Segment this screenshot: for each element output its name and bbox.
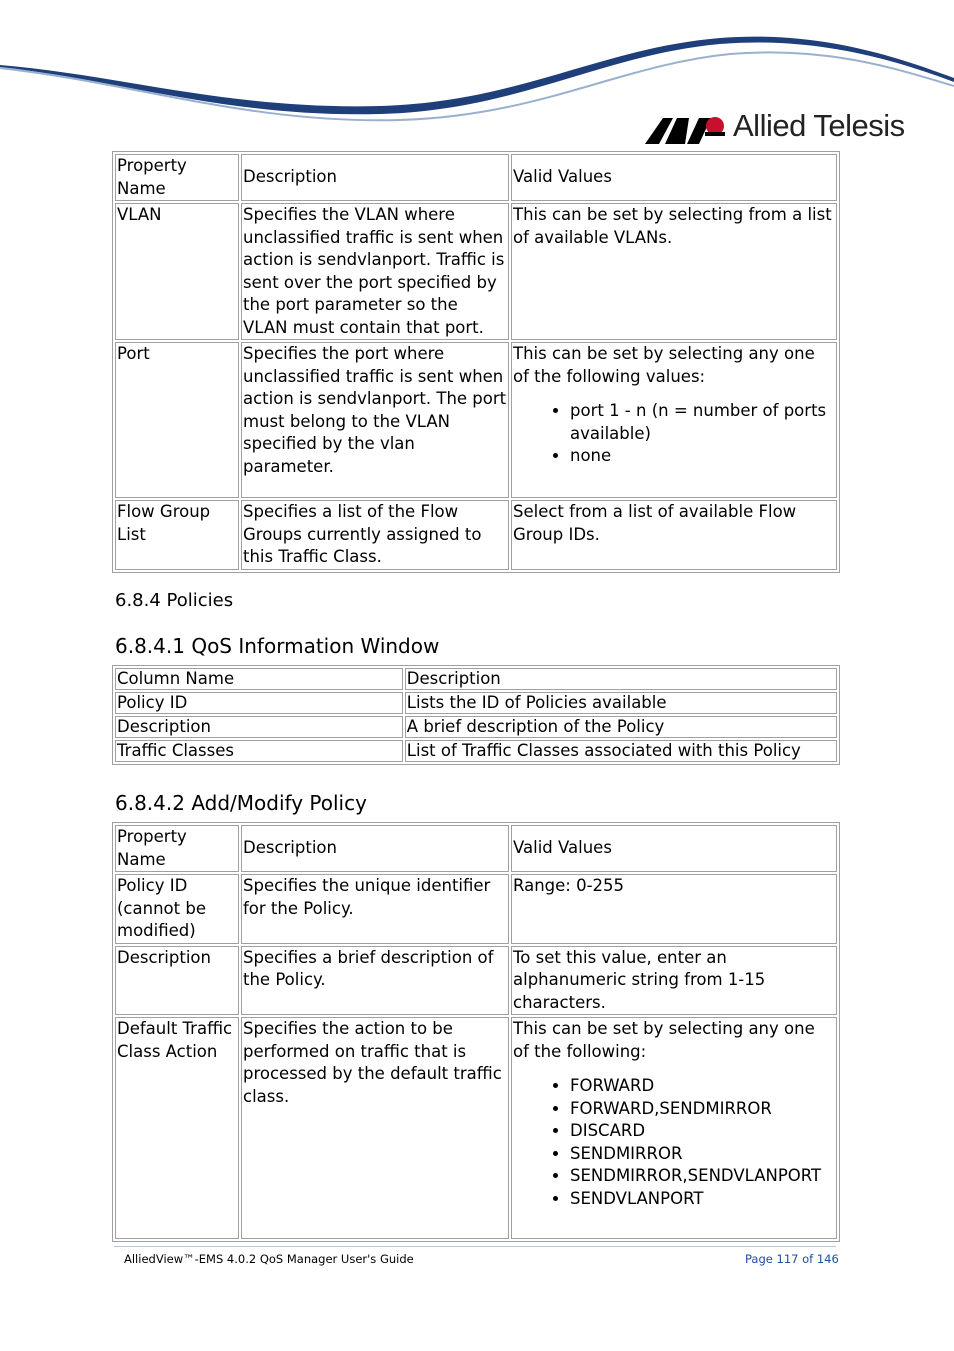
add-modify-policy-table bbox=[112, 822, 840, 1242]
header-description: Description bbox=[241, 825, 509, 872]
table-row bbox=[115, 946, 837, 1016]
description-cell: Specifies a list of the Flow Groups currently assigned to this Traffic Class. bbox=[241, 500, 509, 570]
property-name-cell: Default Traffic Class Action bbox=[115, 1017, 239, 1239]
logo-mark-icon bbox=[645, 114, 729, 146]
list-item: • FORWARD,SENDMIRROR bbox=[570, 1098, 835, 1121]
valid-values-list bbox=[513, 400, 835, 468]
section-heading-qos-window: 6.8.4.1 QoS Information Window bbox=[115, 634, 440, 658]
valid-values-text: This can be set by selecting any one of the following values: bbox=[513, 344, 815, 386]
property-name-cell: VLAN bbox=[115, 203, 239, 340]
header-description: Description bbox=[405, 668, 837, 690]
section-heading-policies: 6.8.4 Policies bbox=[115, 590, 234, 611]
traffic-class-properties-table bbox=[112, 151, 840, 573]
description-cell: Specifies the action to be performed on traffic that is processed by the default traffic class. bbox=[241, 1017, 509, 1239]
description-cell: Specifies the unique identifier for the Policy. bbox=[241, 874, 509, 944]
property-name-cell: Description bbox=[115, 946, 239, 1016]
valid-values-cell: Range: 0-255 bbox=[511, 874, 837, 944]
header-column-name: Column Name bbox=[115, 668, 403, 690]
valid-values-cell bbox=[511, 1017, 837, 1239]
footer-document-title: AlliedView™-EMS 4.0.2 QoS Manager User's Guide bbox=[124, 1252, 414, 1266]
list-item: • FORWARD bbox=[570, 1075, 835, 1098]
valid-values-cell: To set this value, enter an alphanumeric string from 1-15 characters. bbox=[511, 946, 837, 1016]
description-cell: Specifies a brief description of the Policy. bbox=[241, 946, 509, 1016]
allied-telesis-logo bbox=[645, 108, 905, 148]
table-row bbox=[115, 203, 837, 340]
valid-values-cell bbox=[511, 342, 837, 498]
description-cell: List of Traffic Classes associated with this Policy bbox=[405, 740, 837, 762]
header-property-name: Property Name bbox=[115, 154, 239, 201]
section-heading-add-modify: 6.8.4.2 Add/Modify Policy bbox=[115, 791, 367, 815]
valid-values-list bbox=[513, 1075, 835, 1210]
table-row bbox=[115, 342, 837, 498]
valid-values-cell: This can be set by selecting from a list of available VLANs. bbox=[511, 203, 837, 340]
header-property-name: Property Name bbox=[115, 825, 239, 872]
list-item: • none bbox=[570, 445, 835, 468]
property-name-cell: Flow Group List bbox=[115, 500, 239, 570]
column-name-cell: Traffic Classes bbox=[115, 740, 403, 762]
table-row bbox=[115, 500, 837, 570]
qos-information-columns-table bbox=[112, 665, 840, 765]
table-header-row bbox=[115, 154, 837, 201]
table-header-row bbox=[115, 825, 837, 872]
list-item: • SENDVLANPORT bbox=[570, 1188, 835, 1211]
description-cell: Specifies the VLAN where unclassified traffic is sent when action is sendvlanport. Traffic is sent over the port specified by the port parameter so the VLAN must contain that port. bbox=[241, 203, 509, 340]
column-name-cell: Description bbox=[115, 716, 403, 738]
list-item: • SENDMIRROR,SENDVLANPORT bbox=[570, 1165, 835, 1188]
column-name-cell: Policy ID bbox=[115, 692, 403, 714]
table-row bbox=[115, 874, 837, 944]
list-item: • DISCARD bbox=[570, 1120, 835, 1143]
footer-page-number: Page 117 of 146 bbox=[745, 1252, 839, 1266]
description-cell: A brief description of the Policy bbox=[405, 716, 837, 738]
table-row bbox=[115, 1017, 837, 1239]
header-valid-values: Valid Values bbox=[511, 825, 837, 872]
header-description: Description bbox=[241, 154, 509, 201]
header-valid-values: Valid Values bbox=[511, 154, 837, 201]
description-cell: Lists the ID of Policies available bbox=[405, 692, 837, 714]
table-row bbox=[115, 716, 837, 738]
valid-values-cell: Select from a list of available Flow Group IDs. bbox=[511, 500, 837, 570]
list-item: • SENDMIRROR bbox=[570, 1143, 835, 1166]
list-item: • port 1 - n (n = number of ports available) bbox=[570, 400, 835, 445]
table-row bbox=[115, 692, 837, 714]
property-name-cell: Policy ID (cannot be modified) bbox=[115, 874, 239, 944]
table-header-row bbox=[115, 668, 837, 690]
table-row bbox=[115, 740, 837, 762]
description-cell: Specifies the port where unclassified traffic is sent when action is sendvlanport. The port must belong to the VLAN specified by the vlan parameter. bbox=[241, 342, 509, 498]
footer-divider bbox=[114, 1246, 836, 1247]
logo-text: Allied Telesis bbox=[733, 108, 905, 143]
valid-values-text: This can be set by selecting any one of the following: bbox=[513, 1019, 815, 1061]
property-name-cell: Port bbox=[115, 342, 239, 498]
